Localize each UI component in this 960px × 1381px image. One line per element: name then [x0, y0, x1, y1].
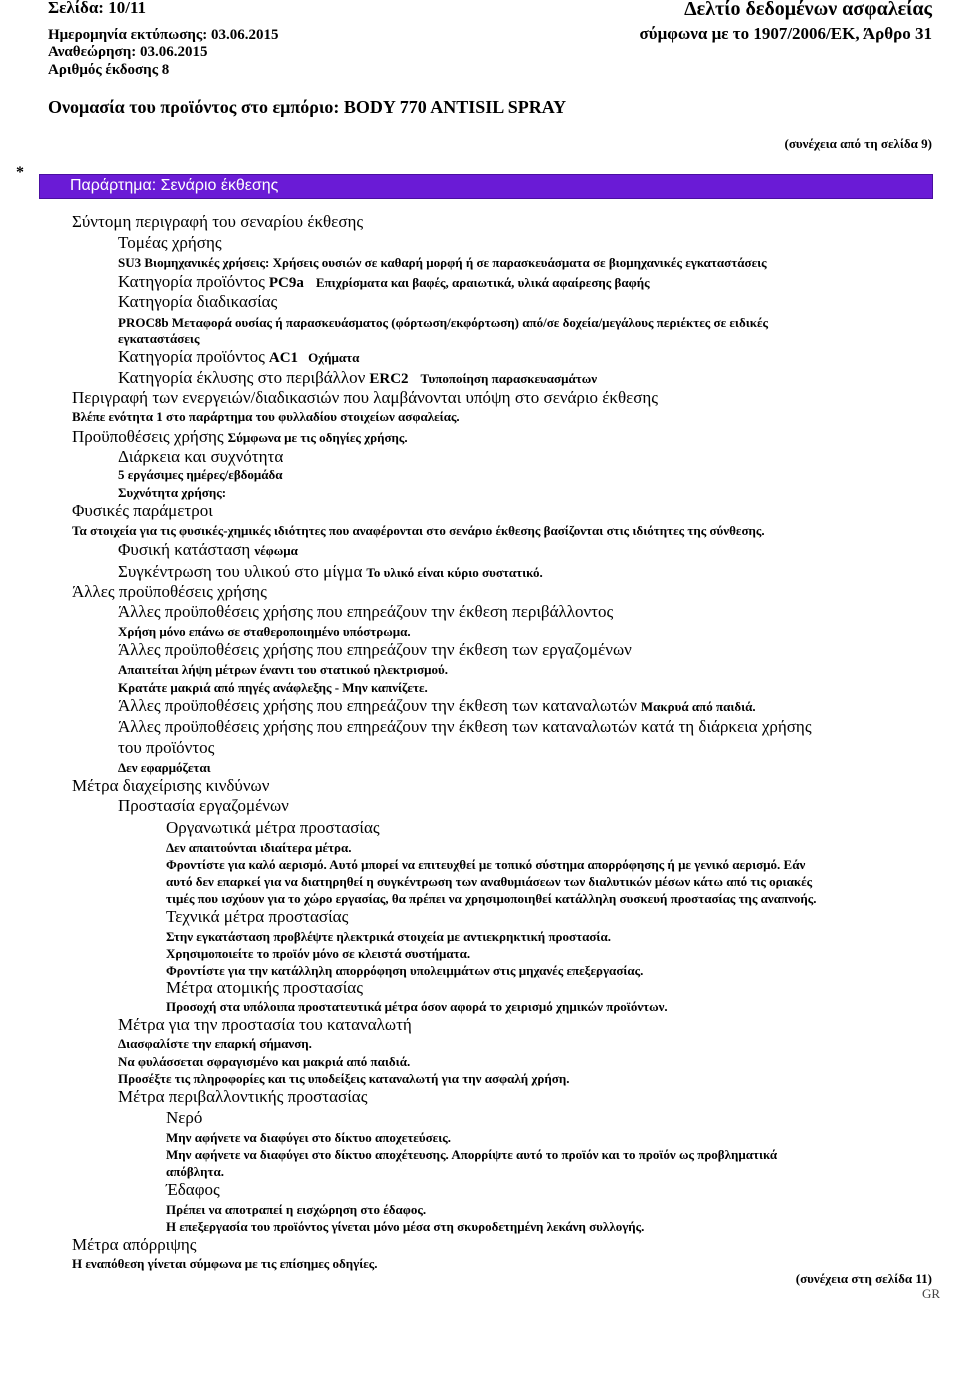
- concentration-row: [118, 562, 543, 582]
- consumer-text-1: Διασφαλίστε την επαρκή σήμανση.: [118, 1036, 312, 1051]
- changed-marker: *: [16, 164, 24, 181]
- organisational-text: Δεν απαιτούνται ιδιαίτερα μέτρα.: [166, 840, 352, 855]
- soil-heading: Έδαφος: [166, 1180, 220, 1199]
- version-number: Αριθμός έκδοσης 8: [48, 62, 170, 78]
- continued-to-note: (συνέχεια στη σελίδα 11): [795, 1271, 932, 1286]
- physical-heading: Φυσικές παράμετροι: [72, 501, 213, 520]
- erc-label: Κατηγορία έκλυσης στο περιβάλλον: [118, 368, 366, 387]
- soil-text-2: Η επεξεργασία του προϊόντος γίνεται μόνο μέσα στη σκυροδετημένη λεκάνη συλλογής.: [166, 1219, 645, 1234]
- personal-heading: Μέτρα ατομικής προστασίας: [166, 978, 363, 997]
- duration-text: 5 εργάσιμες ημέρες/εβδομάδα: [118, 467, 283, 482]
- state-row: [118, 540, 298, 560]
- technical-heading: Τεχνικά μέτρα προστασίας: [166, 907, 349, 926]
- annex-title: Παράρτημα: Σενάριο έκθεσης: [70, 177, 279, 194]
- concentration-label: Συγκέντρωση του υλικού στο μίγμα: [118, 562, 363, 581]
- activities-text: Βλέπε ενότητα 1 στο παράρτημα του φυλλαδίου στοιχείων ασφαλείας.: [72, 409, 460, 424]
- ac-text: Οχήματα: [308, 350, 360, 365]
- organisational-heading: Οργανωτικά μέτρα προστασίας: [166, 818, 380, 837]
- frequency-text: Συχνότητα χρήσης:: [118, 485, 227, 500]
- ac-code: AC1: [268, 350, 299, 366]
- state-label: Φυσική κατάσταση: [118, 540, 251, 559]
- environmental-heading: Μέτρα περιβαλλοντικής προστασίας: [118, 1087, 368, 1106]
- country-code: GR: [921, 1286, 940, 1301]
- page-number: Σελίδα: 10/11: [48, 0, 147, 17]
- short-description-heading: Σύντομη περιγραφή του σεναρίου έκθεσης: [72, 212, 364, 231]
- process-heading: Κατηγορία διαδικασίας: [118, 292, 278, 311]
- technical-text-2: Χρησιμοποιείτε το προϊόν μόνο σε κλειστά συστήματα.: [166, 946, 471, 961]
- pc-row: [118, 272, 650, 292]
- water-text-3: απόβλητα.: [166, 1164, 224, 1179]
- document-title: Δελτίο δεδομένων ασφαλείας: [684, 0, 932, 20]
- risk-heading: Μέτρα διαχείρισης κινδύνων: [72, 776, 270, 795]
- other-workers-heading: Άλλες προϋποθέσεις χρήσης που επηρεάζουν την έκθεση των εργαζομένων: [118, 640, 632, 659]
- document-subtitle: σύμφωνα με το 1907/2006/ΕΚ, Άρθρο 31: [639, 24, 932, 43]
- physical-text: Τα στοιχεία για τις φυσικές-χημικές ιδιότητες που αναφέρονται στο σενάριο έκθεσης βασίζονται στις ιδιότητες της σύνθεσης.: [72, 523, 765, 538]
- conditions-text: Σύμφωνα με τις οδηγίες χρήσης.: [227, 430, 408, 445]
- sector-heading: Τομέας χρήσης: [118, 233, 222, 252]
- other-consumers-row: [118, 696, 756, 716]
- other-env-text: Χρήση μόνο επάνω σε σταθεροποιημένο υπόστρωμα.: [118, 624, 411, 639]
- water-text-2: Μην αφήνετε να διαφύγει στο δίκτυο αποχέτευσης. Απορρίψτε αυτό το προϊόν και το προϊόν ως προβληματικά: [166, 1147, 778, 1162]
- consumer-heading: Μέτρα για την προστασία του καταναλωτή: [118, 1015, 412, 1034]
- duration-heading: Διάρκεια και συχνότητα: [118, 447, 284, 466]
- proc-text-1: PROC8b Μεταφορά ουσίας ή παρασκευάσματος (φόρτωση/εκφόρτωση) από/σε δοχεία/μεγάλους περιέκτες σε ειδικές: [118, 315, 768, 330]
- disposal-text: Η εναπόθεση γίνεται σύμφωνα με τις επίσημες οδηγίες.: [72, 1256, 378, 1271]
- ventilation-text-1: Φροντίστε για καλό αερισμό. Αυτό μπορεί να επιτευχθεί με τοπικό σύστημα απορρόφησης ή με γενικό αερισμό. Εάν: [166, 857, 806, 872]
- ac-label: Κατηγορία προϊόντος: [118, 347, 265, 366]
- erc-row: [118, 368, 597, 388]
- pc-code: PC9a: [268, 275, 304, 291]
- other-consumers-heading: Άλλες προϋποθέσεις χρήσης που επηρεάζουν την έκθεση των καταναλωτών: [118, 696, 637, 715]
- technical-text-3: Φροντίστε για την κατάλληλη απορρόφηση υπολειμμάτων στις μηχανές επεξεργασίας.: [166, 963, 644, 978]
- erc-text: Τυποποίηση παρασκευασμάτων: [420, 371, 598, 386]
- other-lifetime-text: Δεν εφαρμόζεται: [118, 760, 211, 775]
- print-date: Ημερομηνία εκτύπωσης: 03.06.2015: [48, 27, 279, 43]
- continued-from-note: (συνέχεια από τη σελίδα 9): [784, 136, 932, 151]
- disposal-heading: Μέτρα απόρριψης: [72, 1235, 197, 1254]
- consumer-text-3: Προσέξτε τις πληροφορίες και τις υποδείξεις καταναλωτή για την ασφαλή χρήση.: [118, 1071, 570, 1086]
- water-heading: Νερό: [166, 1108, 203, 1127]
- ventilation-text-2: αυτό δεν επαρκεί για να διατηρηθεί η συγκέντρωση των αναθυμιάσεων των διαλυτικών μέσων κάτω από τις οριακές: [166, 874, 813, 889]
- water-text-1: Μην αφήνετε να διαφύγει στο δίκτυο αποχετεύσεις.: [166, 1130, 452, 1145]
- activities-heading: Περιγραφή των ενεργειών/διαδικασιών που λαμβάνονται υπόψη στο σενάριο έκθεσης: [72, 388, 659, 407]
- personal-text: Προσοχή στα υπόλοιπα προστατευτικά μέτρα όσον αφορά το χειρισμό χημικών προϊόντων.: [166, 999, 668, 1014]
- erc-code: ERC2: [369, 371, 409, 387]
- other-lifetime-heading-2: του προϊόντος: [118, 738, 215, 757]
- su3-text: SU3 Βιομηχανικές χρήσεις: Χρήσεις ουσιών σε καθαρή μορφή ή σε παρασκευάσματα σε βιομηχανικές εγκαταστάσεις: [118, 255, 767, 270]
- concentration-value: Το υλικό είναι κύριο συστατικό.: [366, 565, 543, 580]
- state-value: νέφωμα: [254, 543, 298, 558]
- conditions-row: [72, 427, 408, 447]
- product-name: Ονομασία του προϊόντος στο εμπόριο: BODY 770 ANTISIL SPRAY: [48, 97, 567, 117]
- technical-text-1: Στην εγκατάσταση προβλέψτε ηλεκτρικά στοιχεία με αντιεκρηκτική προστασία.: [166, 929, 611, 944]
- ac-row: [118, 347, 359, 367]
- pc-label: Κατηγορία προϊόντος: [118, 272, 265, 291]
- soil-text-1: Πρέπει να αποτραπεί η εισχώρηση στο έδαφος.: [166, 1202, 427, 1217]
- consumer-text-2: Να φυλάσσεται σφραγισμένο και μακριά από παιδιά.: [118, 1054, 411, 1069]
- conditions-label: Προϋποθέσεις χρήσης: [72, 427, 224, 446]
- revision-date: Αναθεώρηση: 03.06.2015: [48, 44, 208, 60]
- other-lifetime-heading-1: Άλλες προϋποθέσεις χρήσης που επηρεάζουν την έκθεση των καταναλωτών κατά τη διάρκεια χρήσης: [118, 717, 812, 736]
- proc-text-2: εγκαταστάσεις: [118, 331, 200, 346]
- other-env-heading: Άλλες προϋποθέσεις χρήσης που επηρεάζουν την έκθεση περιβάλλοντος: [118, 602, 614, 621]
- other-conditions-heading: Άλλες προϋποθέσεις χρήσης: [72, 582, 267, 601]
- ventilation-text-3: τιμές που ισχύουν για το χώρο εργασίας, θα πρέπει να χρησιμοποιηθεί κατάλληλη συσκευή προστασίας της αναπνοής.: [166, 891, 817, 906]
- other-consumers-text: Μακρυά από παιδιά.: [640, 699, 756, 714]
- worker-protection-heading: Προστασία εργαζομένων: [118, 796, 289, 815]
- other-workers-text-1: Απαιτείται λήψη μέτρων έναντι του στατικού ηλεκτρισμού.: [118, 662, 449, 677]
- pc-text: Επιχρίσματα και βαφές, αραιωτικά, υλικά αφαίρεσης βαφής: [315, 275, 650, 290]
- other-workers-text-2: Κρατάτε μακριά από πηγές ανάφλεξης - Μην καπνίζετε.: [118, 680, 428, 695]
